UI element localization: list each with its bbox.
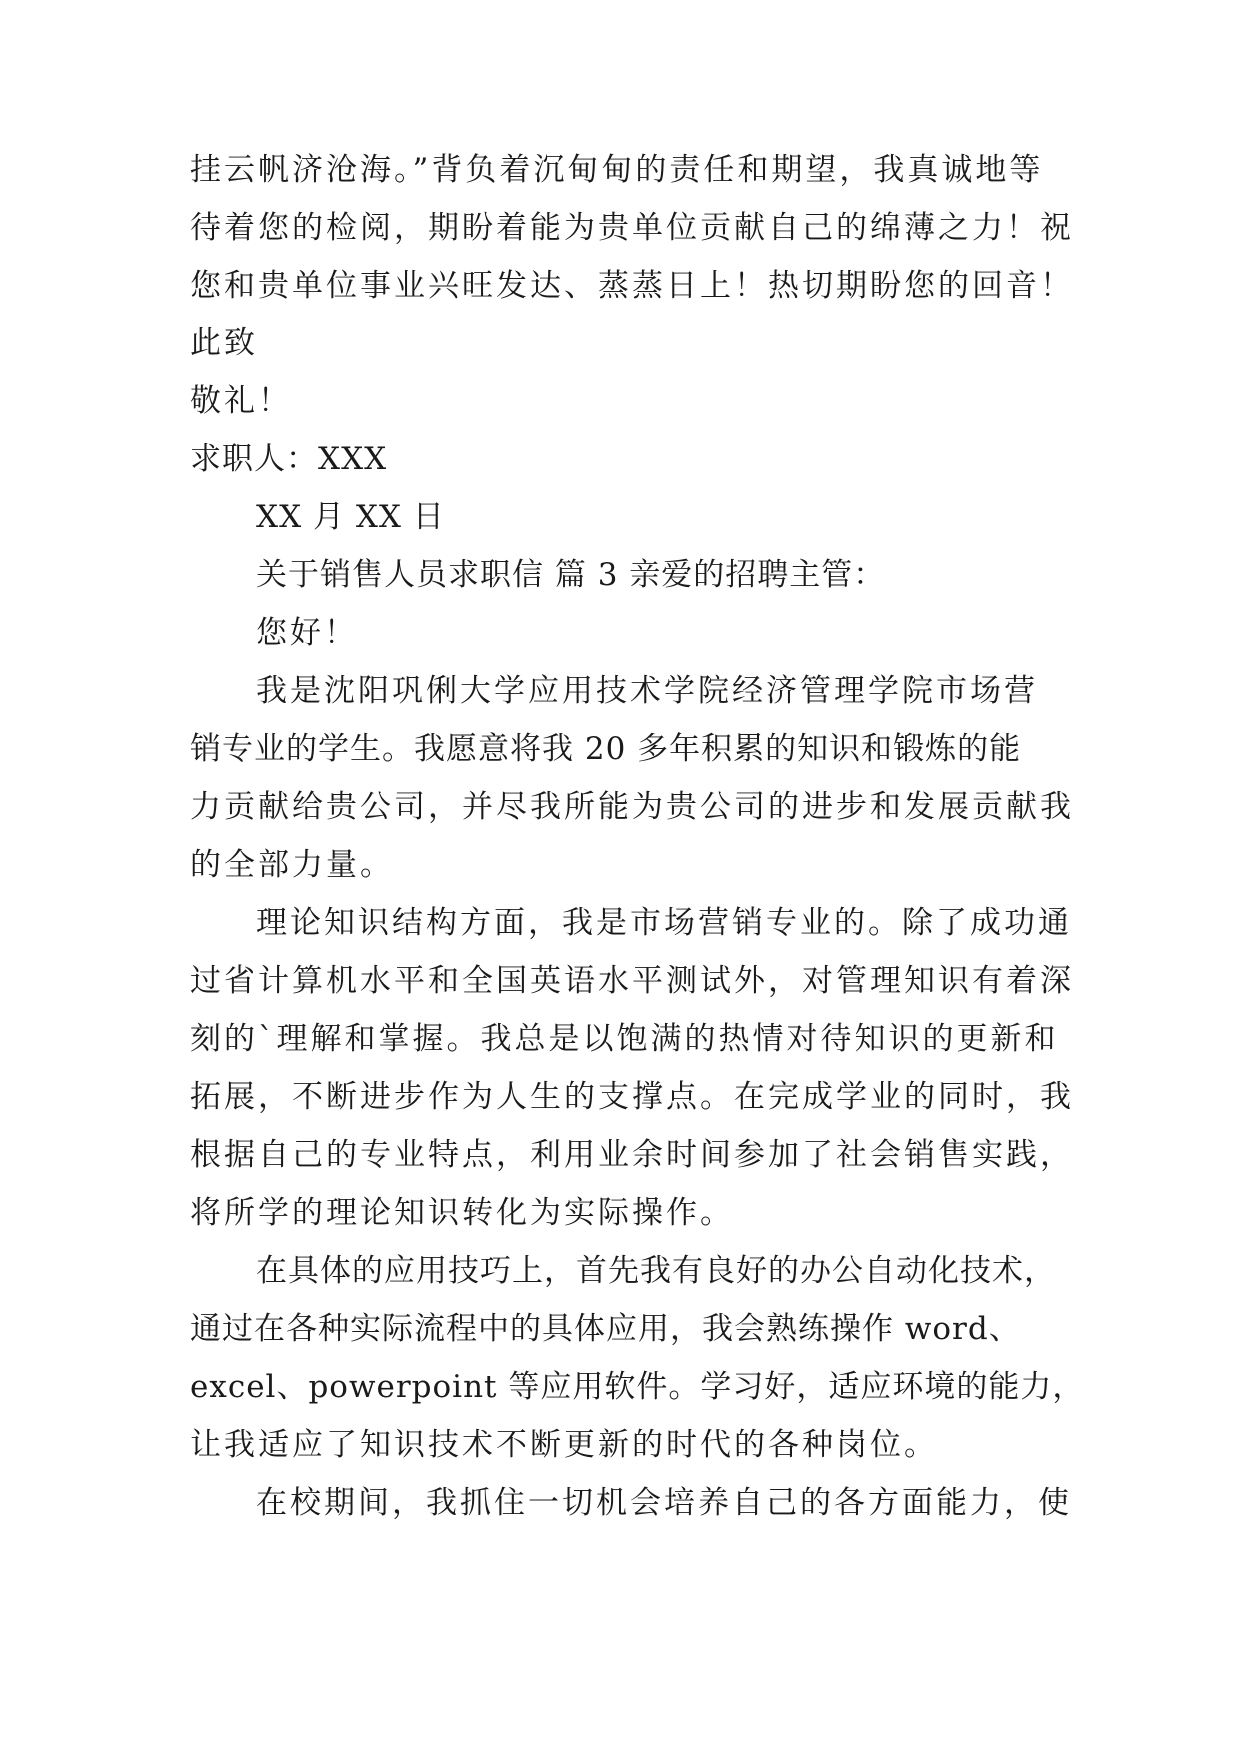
text-line: 的全部力量。 xyxy=(190,847,394,883)
text-line: excel、powerpoint 等应用软件。学习好，适应环境的能力， xyxy=(190,1369,1085,1405)
text-line: 过省计算机水平和全国英语水平测试外，对管理知识有着深 xyxy=(190,963,1074,999)
text-line: 根据自己的专业特点，利用业余时间参加了社会销售实践， xyxy=(190,1137,1074,1173)
text-line: 在校期间，我抓住一切机会培养自己的各方面能力，使 xyxy=(256,1485,1072,1521)
text-line: 理论知识结构方面，我是市场营销专业的。除了成功通 xyxy=(256,905,1072,941)
greeting-line: 您好！ xyxy=(256,615,358,651)
text-line: 力贡献给贵公司，并尽我所能为贵公司的进步和发展贡献我 xyxy=(190,789,1074,825)
text-line: 将所学的理论知识转化为实际操作。 xyxy=(190,1195,734,1231)
closing-line: 此致 xyxy=(190,325,258,361)
text-line: 我是沈阳巩俐大学应用技术学院经济管理学院市场营 xyxy=(256,673,1038,709)
text-line: 您和贵单位事业兴旺发达、蒸蒸日上！热切期盼您的回音！ xyxy=(190,268,1074,304)
date-line: XX 月 XX 日 xyxy=(256,499,445,535)
text-line: 通过在各种实际流程中的具体应用，我会熟练操作 word、 xyxy=(190,1311,1021,1347)
applicant-line: 求职人：XXX xyxy=(190,441,388,477)
section-heading: 关于销售人员求职信 篇 3 亲爱的招聘主管： xyxy=(256,557,886,593)
text-line: 待着您的检阅，期盼着能为贵单位贡献自己的绵薄之力！祝 xyxy=(190,210,1074,246)
text-line: 让我适应了知识技术不断更新的时代的各种岗位。 xyxy=(190,1427,938,1463)
text-line: 在具体的应用技巧上，首先我有良好的办公自动化技术， xyxy=(256,1253,1056,1289)
text-line: 销专业的学生。我愿意将我 20 多年积累的知识和锻炼的能 xyxy=(190,731,1022,767)
text-line: 拓展，不断进步作为人生的支撑点。在完成学业的同时，我 xyxy=(190,1079,1074,1115)
salutation-line: 敬礼！ xyxy=(190,383,292,419)
text-line: 挂云帆济沧海。”背负着沉甸甸的责任和期望，我真诚地等 xyxy=(190,152,1044,188)
text-line: 刻的`理解和掌握。我总是以饱满的热情对待知识的更新和 xyxy=(190,1021,1059,1057)
